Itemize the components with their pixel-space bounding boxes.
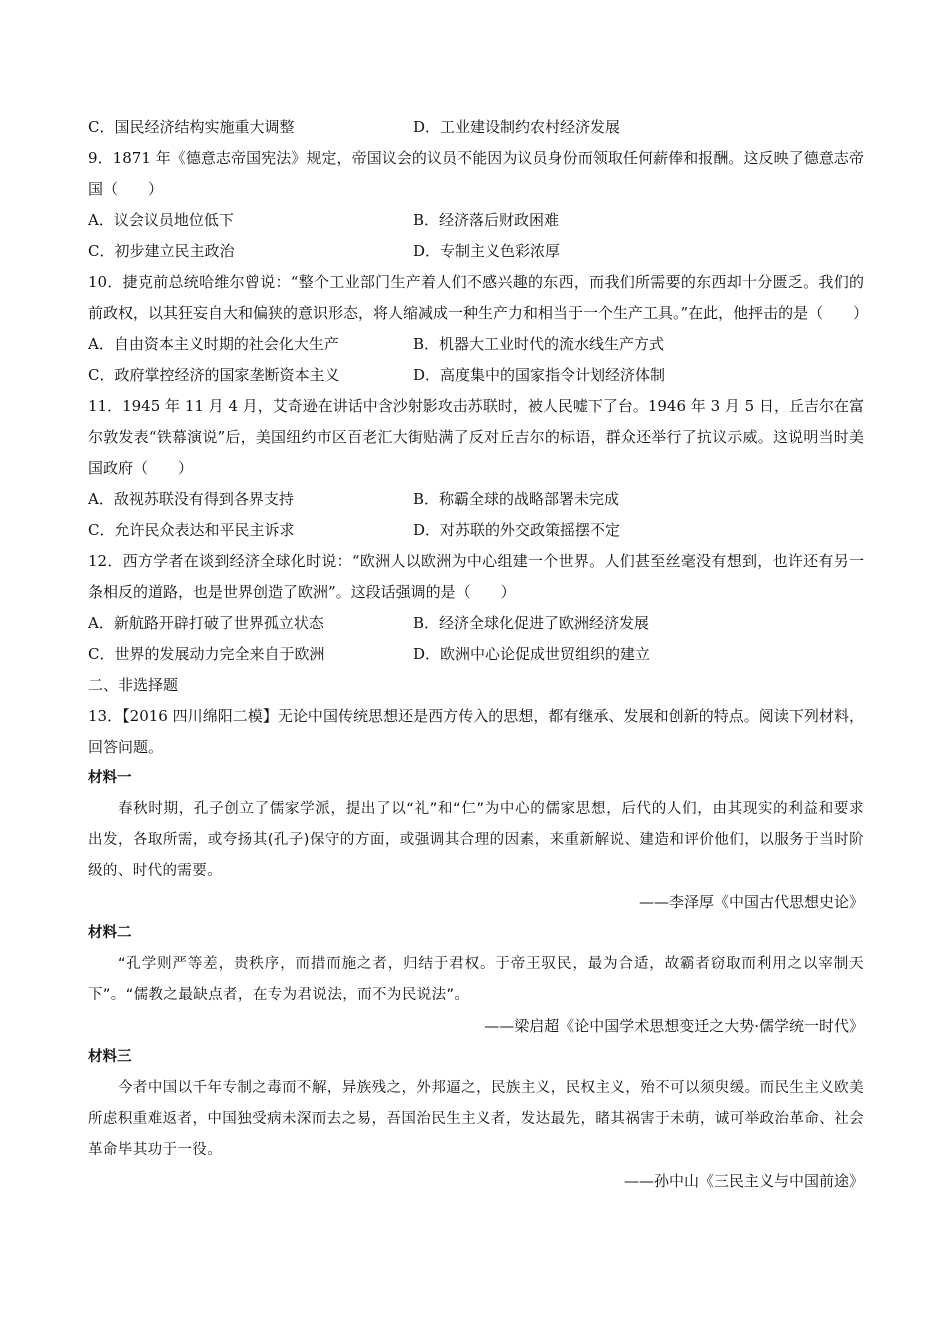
- material-1-text: 春秋时期，孔子创立了儒家学派，提出了以“礼”和“仁”为中心的儒家思想，后代的人们，由其现实的利益和要求出发，各取所需，或夸扬其(孔子)保守的方面，或强调其合理的因素，来重新解说、建造和评价他们，以服务于当时阶级的、时代的需要。: [88, 801, 864, 879]
- material-2-text: “孔学则严等差，贵秩序，而措而施之者，归结于君权。于帝王驭民，最为合适，故霸者窃取而利用之以宰制天下”。“儒教之最缺点者，在专为君说法，而不为民说法”。: [88, 956, 864, 1003]
- question-13: [88, 701, 864, 1197]
- material-2-title: 材料二: [88, 925, 132, 941]
- q11-stem: 11．1945 年 11 月 4 月，艾奇逊在讲话中含沙射影攻击苏联时，被人民嘘下了台。1946 年 3 月 5 日，丘吉尔在富尔敦发表“铁幕演说”后，美国纽约市区百老汇大街贴满了反对丘吉尔的标语，群众还举行了抗议示威。这说明当时美国政府（ ）: [88, 397, 864, 477]
- q10-stem: 10．捷克前总统哈维尔曾说：“整个工业部门生产着人们不感兴趣的东西，而我们所需要的东西却十分匮乏。我们的前政权，以其狂妄自大和偏狭的意识形态，将人缩减成一种生产力和相当于一个生产工具。”在此，他抨击的是（ ）: [88, 273, 869, 322]
- exam-page: [88, 112, 869, 1197]
- q8-option-c: C．国民经济结构实施重大调整: [88, 118, 295, 136]
- q12-option-a: A．新航路开辟打破了世界孤立状态: [88, 614, 324, 632]
- question-9: [88, 143, 864, 267]
- q11-options-ab: [88, 484, 864, 515]
- q12-options-cd: [88, 639, 864, 670]
- q9-option-c: C．初步建立民主政治: [88, 242, 235, 260]
- q9-options-ab: [88, 205, 864, 236]
- q10-option-d: D．高度集中的国家指令计划经济体制: [413, 366, 666, 384]
- q10-options-ab: [88, 329, 864, 360]
- material-2-source: ——梁启超《论中国学术思想变迁之大势·儒学统一时代》: [484, 1017, 864, 1035]
- q11-option-c: C．允许民众表达和平民主诉求: [88, 521, 295, 539]
- q10-option-c: C．政府掌控经济的国家垄断资本主义: [88, 366, 340, 384]
- q12-option-c: C．世界的发展动力完全来自于欧洲: [88, 645, 325, 663]
- q11-option-b: B．称霸全球的战略部署未完成: [413, 490, 620, 508]
- section-heading-non-choice: 二、非选择题: [88, 676, 179, 694]
- question-11: [88, 391, 864, 546]
- material-3-text: 今者中国以千年专制之毒而不解，异族残之，外邦逼之，民族主义，民权主义，殆不可以须臾缓。而民生主义欧美所虑积重难返者，中国独受病未深而去之易，吾国治民生主义者，发达最先，睹其祸害于未萌，诚可举政治革命、社会革命毕其功于一役。: [88, 1080, 864, 1158]
- q11-option-d: D．对苏联的外交政策摇摆不定: [413, 521, 621, 539]
- material-3-title: 材料三: [88, 1049, 132, 1065]
- q8-options-cd: [88, 112, 864, 143]
- material-1-source: ——李泽厚《中国古代思想史论》: [638, 893, 864, 911]
- q13-stem: 13．【2016 四川绵阳二模】无论中国传统思想还是西方传入的思想，都有继承、发展和创新的特点。阅读下列材料，回答问题。: [88, 707, 864, 756]
- q10-option-a: A．自由资本主义时期的社会化大生产: [88, 335, 339, 353]
- q9-option-d: D．专制主义色彩浓厚: [413, 242, 561, 260]
- question-10: [88, 267, 869, 391]
- q9-options-cd: [88, 236, 864, 267]
- q10-options-cd: [88, 360, 864, 391]
- q11-options-cd: [88, 515, 864, 546]
- q10-option-b: B．机器大工业时代的流水线生产方式: [413, 335, 665, 353]
- q12-stem: 12．西方学者在谈到经济全球化时说：“欧洲人以欧洲为中心组建一个世界。人们甚至丝毫没有想到，也许还有另一条相反的道路，也是世界创造了欧洲”。这段话强调的是（ ）: [88, 552, 864, 601]
- q12-option-d: D．欧洲中心论促成世贸组织的建立: [413, 645, 651, 663]
- material-1-title: 材料一: [88, 770, 132, 786]
- q12-options-ab: [88, 608, 864, 639]
- q9-option-b: B．经济落后财政困难: [413, 211, 560, 229]
- material-3-source: ——孙中山《三民主义与中国前途》: [623, 1172, 864, 1190]
- q11-option-a: A．敌视苏联没有得到各界支持: [88, 490, 294, 508]
- question-12: [88, 546, 864, 670]
- q8-option-d: D．工业建设制约农村经济发展: [413, 118, 621, 136]
- q12-option-b: B．经济全球化促进了欧洲经济发展: [413, 614, 650, 632]
- q9-stem: 9．1871 年《德意志帝国宪法》规定，帝国议会的议员不能因为议员身份而领取任何薪俸和报酬。这反映了德意志帝国（ ）: [88, 149, 864, 198]
- q9-option-a: A．议会议员地位低下: [88, 211, 234, 229]
